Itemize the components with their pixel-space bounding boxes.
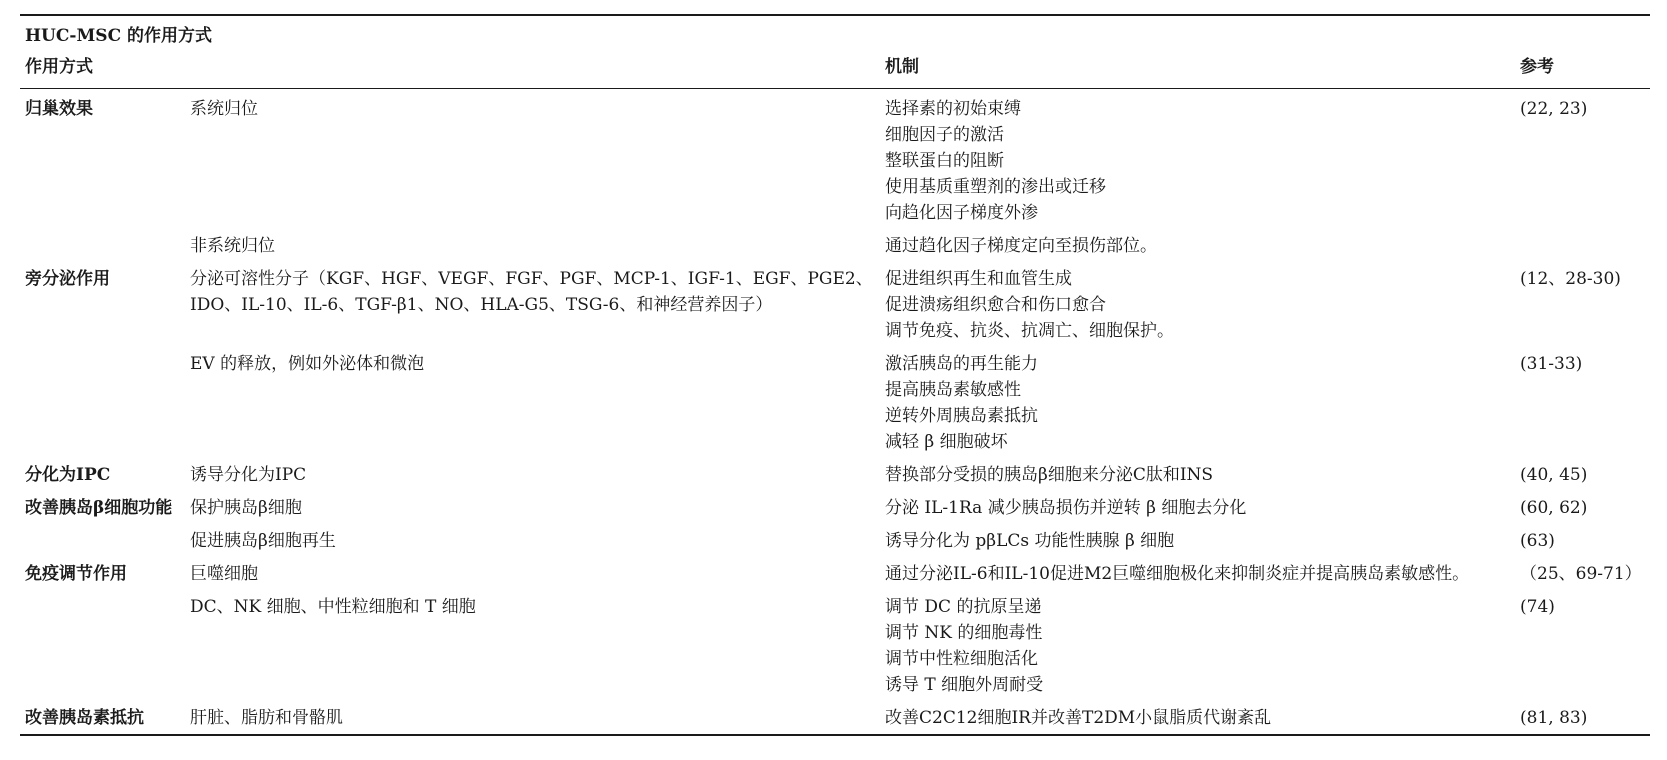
mode-cell: 改善胰岛素抵抗 xyxy=(25,708,144,728)
mechanism-line: 替换部分受损的胰岛β细胞来分泌C肽和INS xyxy=(885,465,1214,485)
mechanism-cell xyxy=(880,491,1515,524)
table-row xyxy=(20,458,1650,491)
mode-cell xyxy=(20,590,185,701)
mechanism-line: 调节免疫、抗炎、抗凋亡、细胞保护。 xyxy=(885,321,1174,341)
mechanism-line: 调节 NK 的细胞毒性 xyxy=(885,623,1043,643)
mechanism-line: 提高胰岛素敏感性 xyxy=(885,380,1021,400)
mechanism-line: 调节中性粒细胞活化 xyxy=(885,649,1038,669)
reference-cell: (63) xyxy=(1520,531,1555,551)
mechanism-line: 通过趋化因子梯度定向至损伤部位。 xyxy=(885,236,1157,256)
table-row xyxy=(20,524,1650,557)
table-row xyxy=(20,590,1650,701)
reference-cell: (40, 45) xyxy=(1520,465,1588,485)
mechanism-line: 调节 DC 的抗原呈递 xyxy=(885,597,1042,617)
mode-cell: 改善胰岛β细胞功能 xyxy=(25,498,173,518)
mechanism-cell xyxy=(880,524,1515,557)
mechanism-line: 促进组织再生和血管生成 xyxy=(885,269,1072,289)
table-header-row xyxy=(20,51,1650,89)
table-row xyxy=(20,229,1650,262)
reference-cell: (12、28-30) xyxy=(1520,269,1621,289)
table-row xyxy=(20,557,1650,590)
reference-cell: (81, 83) xyxy=(1520,708,1588,728)
mechanism-line: 分泌 IL-1Ra 减少胰岛损伤并逆转 β 细胞去分化 xyxy=(885,498,1247,518)
method-cell: 巨噬细胞 xyxy=(190,564,258,584)
table-row xyxy=(20,89,1650,230)
table-row xyxy=(20,701,1650,735)
mechanism-cell xyxy=(880,89,1515,230)
mechanism-cell xyxy=(880,557,1515,590)
column-header-reference: 参考 xyxy=(1515,51,1650,89)
reference-cell: (74) xyxy=(1520,597,1555,617)
mechanism-line: 诱导分化为 pβLCs 功能性胰腺 β 细胞 xyxy=(885,531,1175,551)
method-cell: DC、NK 细胞、中性粒细胞和 T 细胞 xyxy=(190,597,476,617)
mode-cell: 分化为IPC xyxy=(25,465,111,485)
reference-cell xyxy=(1515,229,1650,262)
method-cell: 促进胰岛β细胞再生 xyxy=(190,531,336,551)
mechanism-line: 促进溃疡组织愈合和伤口愈合 xyxy=(885,295,1106,315)
mode-cell xyxy=(20,524,185,557)
mode-cell: 归巢效果 xyxy=(25,99,93,119)
mechanism-line: 逆转外周胰岛素抵抗 xyxy=(885,406,1038,426)
column-header-mode: 作用方式 xyxy=(20,51,880,89)
mechanism-cell xyxy=(880,262,1515,347)
method-cell: 系统归位 xyxy=(190,99,258,119)
mode-cell: 免疫调节作用 xyxy=(25,564,127,584)
mechanism-cell xyxy=(880,458,1515,491)
table-row xyxy=(20,491,1650,524)
mechanism-cell xyxy=(880,347,1515,458)
mechanism-line: 通过分泌IL-6和IL-10促进M2巨噬细胞极化来抑制炎症并提高胰岛素敏感性。 xyxy=(885,564,1470,584)
reference-cell: (31-33) xyxy=(1520,354,1583,374)
table-body xyxy=(20,89,1650,736)
mechanism-line: 减轻 β 细胞破坏 xyxy=(885,432,1008,452)
mode-cell: 旁分泌作用 xyxy=(25,269,110,289)
method-cell: EV 的释放，例如外泌体和微泡 xyxy=(190,354,425,374)
method-cell: 保护胰岛β细胞 xyxy=(190,498,302,518)
mechanism-line: 整联蛋白的阻断 xyxy=(885,151,1004,171)
reference-cell: (22, 23) xyxy=(1520,99,1588,119)
mechanism-line: 激活胰岛的再生能力 xyxy=(885,354,1038,374)
column-header-mechanism: 机制 xyxy=(880,51,1515,89)
reference-cell: (60, 62) xyxy=(1520,498,1588,518)
mechanism-line: 选择素的初始束缚 xyxy=(885,99,1021,119)
mechanism-line: 细胞因子的激活 xyxy=(885,125,1004,145)
method-cell: 诱导分化为IPC xyxy=(190,465,307,485)
mode-cell xyxy=(20,229,185,262)
table-row xyxy=(20,347,1650,458)
mechanism-cell xyxy=(880,701,1515,735)
huc-msc-mechanism-table xyxy=(20,14,1650,736)
method-cell: 分泌可溶性分子（KGF、HGF、VEGF、FGF、PGF、MCP-1、IGF-1、EGF、PGE2、IDO、IL-10、IL-6、TGF-β1、NO、HLA-G5、TSG-6、和神经营养因子） xyxy=(190,269,873,315)
table-title-row xyxy=(20,15,1650,51)
mechanism-line: 使用基质重塑剂的渗出或迁移 xyxy=(885,177,1106,197)
reference-cell: （25、69-71） xyxy=(1520,564,1642,584)
mode-cell xyxy=(20,347,185,458)
method-cell: 肝脏、脂肪和骨骼肌 xyxy=(190,708,343,728)
mechanism-line: 向趋化因子梯度外渗 xyxy=(885,203,1038,223)
mechanism-line: 诱导 T 细胞外周耐受 xyxy=(885,675,1044,695)
table-row xyxy=(20,262,1650,347)
table-title: HUC-MSC 的作用方式 xyxy=(25,26,213,46)
mechanism-cell xyxy=(880,590,1515,701)
method-cell: 非系统归位 xyxy=(190,236,275,256)
mechanism-line: 改善C2C12细胞IR并改善T2DM小鼠脂质代谢紊乱 xyxy=(885,708,1272,728)
mechanism-cell xyxy=(880,229,1515,262)
